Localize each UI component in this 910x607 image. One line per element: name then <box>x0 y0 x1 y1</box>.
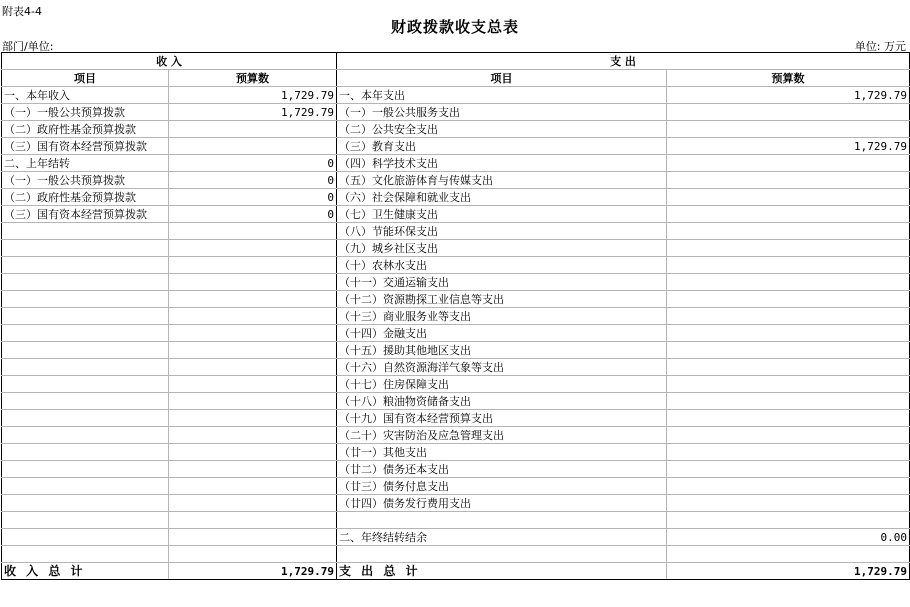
income-item-cell <box>2 342 169 359</box>
expense-item-cell <box>337 546 667 563</box>
expense-item-cell: （廿一）其他支出 <box>337 444 667 461</box>
table-row <box>2 325 910 342</box>
expense-budget-cell <box>667 376 910 393</box>
expense-item-cell: 二、年终结转结余 <box>337 529 667 546</box>
table-row <box>2 529 910 546</box>
table-row <box>2 291 910 308</box>
table-row <box>2 410 910 427</box>
expense-budget-cell <box>667 291 910 308</box>
expense-item-cell: （二十）灾害防治及应急管理支出 <box>337 427 667 444</box>
income-budget-cell <box>169 138 337 155</box>
expense-item-cell: （廿四）债务发行费用支出 <box>337 495 667 512</box>
income-budget-cell <box>169 342 337 359</box>
income-item-cell: （二）政府性基金预算拨款 <box>2 189 169 206</box>
income-item-cell <box>2 376 169 393</box>
income-budget-cell <box>169 410 337 427</box>
income-budget-cell <box>169 529 337 546</box>
income-budget-cell <box>169 359 337 376</box>
income-item-cell <box>2 393 169 410</box>
expense-budget-cell <box>667 121 910 138</box>
table-row <box>2 308 910 325</box>
income-item-cell <box>2 444 169 461</box>
income-item-cell <box>2 291 169 308</box>
table-row <box>2 427 910 444</box>
table-row <box>2 546 910 563</box>
expense-item-cell: （一）一般公共服务支出 <box>337 104 667 121</box>
income-budget-cell <box>169 325 337 342</box>
total-row <box>2 563 910 580</box>
income-item-cell <box>2 223 169 240</box>
table-row <box>2 155 910 172</box>
income-item-cell: （二）政府性基金预算拨款 <box>2 121 169 138</box>
income-item-cell <box>2 461 169 478</box>
income-budget-cell <box>169 461 337 478</box>
expense-item-cell: （五）文化旅游体育与传媒支出 <box>337 172 667 189</box>
expense-total-label: 支 出 总 计 <box>337 563 667 580</box>
expense-budget-cell <box>667 461 910 478</box>
expense-budget-cell <box>667 257 910 274</box>
expense-item-cell: （十九）国有资本经营预算支出 <box>337 410 667 427</box>
expense-budget-cell <box>667 308 910 325</box>
income-item-cell <box>2 546 169 563</box>
income-item-cell <box>2 359 169 376</box>
expense-item-cell: （廿三）债务付息支出 <box>337 478 667 495</box>
income-budget-cell <box>169 427 337 444</box>
expense-budget-cell <box>667 206 910 223</box>
budget-summary-table <box>1 52 910 580</box>
expense-budget-header: 预算数 <box>667 70 910 87</box>
income-section-header: 收 入 <box>2 53 337 70</box>
table-row <box>2 172 910 189</box>
expense-budget-cell <box>667 410 910 427</box>
expense-budget-cell: 1,729.79 <box>667 138 910 155</box>
income-item-cell <box>2 274 169 291</box>
income-item-cell <box>2 410 169 427</box>
table-row <box>2 121 910 138</box>
income-item-cell: 一、本年收入 <box>2 87 169 104</box>
expense-budget-cell <box>667 546 910 563</box>
expense-item-cell: （十二）资源勘探工业信息等支出 <box>337 291 667 308</box>
income-budget-cell <box>169 546 337 563</box>
expense-budget-cell <box>667 104 910 121</box>
expense-budget-cell <box>667 240 910 257</box>
department-label: 部门/单位: <box>2 40 54 53</box>
column-header-row <box>2 70 910 87</box>
income-item-cell <box>2 427 169 444</box>
income-item-cell: 二、上年结转 <box>2 155 169 172</box>
income-item-cell <box>2 325 169 342</box>
expense-budget-cell <box>667 172 910 189</box>
expense-budget-cell <box>667 444 910 461</box>
table-row <box>2 393 910 410</box>
table-row <box>2 274 910 291</box>
income-item-cell <box>2 257 169 274</box>
table-row <box>2 376 910 393</box>
income-item-header: 项目 <box>2 70 169 87</box>
income-budget-cell <box>169 223 337 240</box>
page-title: 财政拨款收支总表 <box>390 18 519 36</box>
appendix-note: 附表4-4 <box>2 5 42 18</box>
income-budget-cell <box>169 308 337 325</box>
table-row <box>2 512 910 529</box>
income-item-cell <box>2 495 169 512</box>
income-budget-header: 预算数 <box>169 70 337 87</box>
expense-budget-cell <box>667 189 910 206</box>
income-budget-cell <box>169 495 337 512</box>
expense-item-cell: （二）公共安全支出 <box>337 121 667 138</box>
table-row <box>2 104 910 121</box>
expense-budget-cell <box>667 274 910 291</box>
income-budget-cell <box>169 512 337 529</box>
income-budget-cell <box>169 240 337 257</box>
income-total-label: 收 入 总 计 <box>2 563 169 580</box>
expense-item-cell: （十五）援助其他地区支出 <box>337 342 667 359</box>
income-budget-cell <box>169 393 337 410</box>
table-row <box>2 478 910 495</box>
expense-item-cell: （八）节能环保支出 <box>337 223 667 240</box>
expense-section-header: 支 出 <box>337 53 910 70</box>
income-item-cell <box>2 478 169 495</box>
unit-label: 单位: 万元 <box>854 40 906 53</box>
expense-item-cell: （十三）商业服务业等支出 <box>337 308 667 325</box>
table-row <box>2 138 910 155</box>
income-budget-cell: 0 <box>169 206 337 223</box>
expense-item-cell <box>337 512 667 529</box>
table-row <box>2 342 910 359</box>
expense-budget-cell <box>667 427 910 444</box>
expense-budget-cell <box>667 325 910 342</box>
table-row <box>2 87 910 104</box>
expense-item-cell: （三）教育支出 <box>337 138 667 155</box>
income-total-value: 1,729.79 <box>169 563 337 580</box>
table-row <box>2 444 910 461</box>
expense-item-cell: （七）卫生健康支出 <box>337 206 667 223</box>
income-budget-cell: 0 <box>169 189 337 206</box>
expense-item-cell: （十四）金融支出 <box>337 325 667 342</box>
expense-total-value: 1,729.79 <box>667 563 910 580</box>
table-row <box>2 257 910 274</box>
income-item-cell: （三）国有资本经营预算拨款 <box>2 138 169 155</box>
expense-item-cell: （十七）住房保障支出 <box>337 376 667 393</box>
income-item-cell: （一）一般公共预算拨款 <box>2 172 169 189</box>
income-budget-cell <box>169 257 337 274</box>
expense-budget-cell: 0.00 <box>667 529 910 546</box>
income-item-cell <box>2 512 169 529</box>
table-row <box>2 223 910 240</box>
expense-budget-cell <box>667 342 910 359</box>
income-budget-cell <box>169 478 337 495</box>
table-row <box>2 495 910 512</box>
expense-budget-cell <box>667 393 910 410</box>
income-item-cell: （一）一般公共预算拨款 <box>2 104 169 121</box>
expense-budget-cell <box>667 478 910 495</box>
expense-item-cell: （六）社会保障和就业支出 <box>337 189 667 206</box>
income-budget-cell: 1,729.79 <box>169 104 337 121</box>
income-item-cell <box>2 308 169 325</box>
section-header-row <box>2 53 910 70</box>
expense-item-cell: （廿二）债务还本支出 <box>337 461 667 478</box>
table-row <box>2 206 910 223</box>
expense-item-header: 项目 <box>337 70 667 87</box>
expense-budget-cell: 1,729.79 <box>667 87 910 104</box>
expense-item-cell: （十一）交通运输支出 <box>337 274 667 291</box>
income-item-cell <box>2 240 169 257</box>
table-row <box>2 359 910 376</box>
income-budget-cell: 0 <box>169 172 337 189</box>
income-item-cell <box>2 529 169 546</box>
table-row <box>2 189 910 206</box>
expense-budget-cell <box>667 512 910 529</box>
expense-item-cell: （十六）自然资源海洋气象等支出 <box>337 359 667 376</box>
income-budget-cell <box>169 376 337 393</box>
income-budget-cell <box>169 291 337 308</box>
expense-item-cell: （四）科学技术支出 <box>337 155 667 172</box>
income-budget-cell <box>169 121 337 138</box>
expense-item-cell: （十）农林水支出 <box>337 257 667 274</box>
expense-item-cell: 一、本年支出 <box>337 87 667 104</box>
expense-item-cell: （九）城乡社区支出 <box>337 240 667 257</box>
income-budget-cell: 1,729.79 <box>169 87 337 104</box>
expense-budget-cell <box>667 155 910 172</box>
table-row <box>2 240 910 257</box>
income-budget-cell: 0 <box>169 155 337 172</box>
expense-budget-cell <box>667 223 910 240</box>
expense-budget-cell <box>667 359 910 376</box>
income-budget-cell <box>169 274 337 291</box>
table-row <box>2 461 910 478</box>
income-budget-cell <box>169 444 337 461</box>
expense-item-cell: （十八）粮油物资储备支出 <box>337 393 667 410</box>
expense-budget-cell <box>667 495 910 512</box>
income-item-cell: （三）国有资本经营预算拨款 <box>2 206 169 223</box>
